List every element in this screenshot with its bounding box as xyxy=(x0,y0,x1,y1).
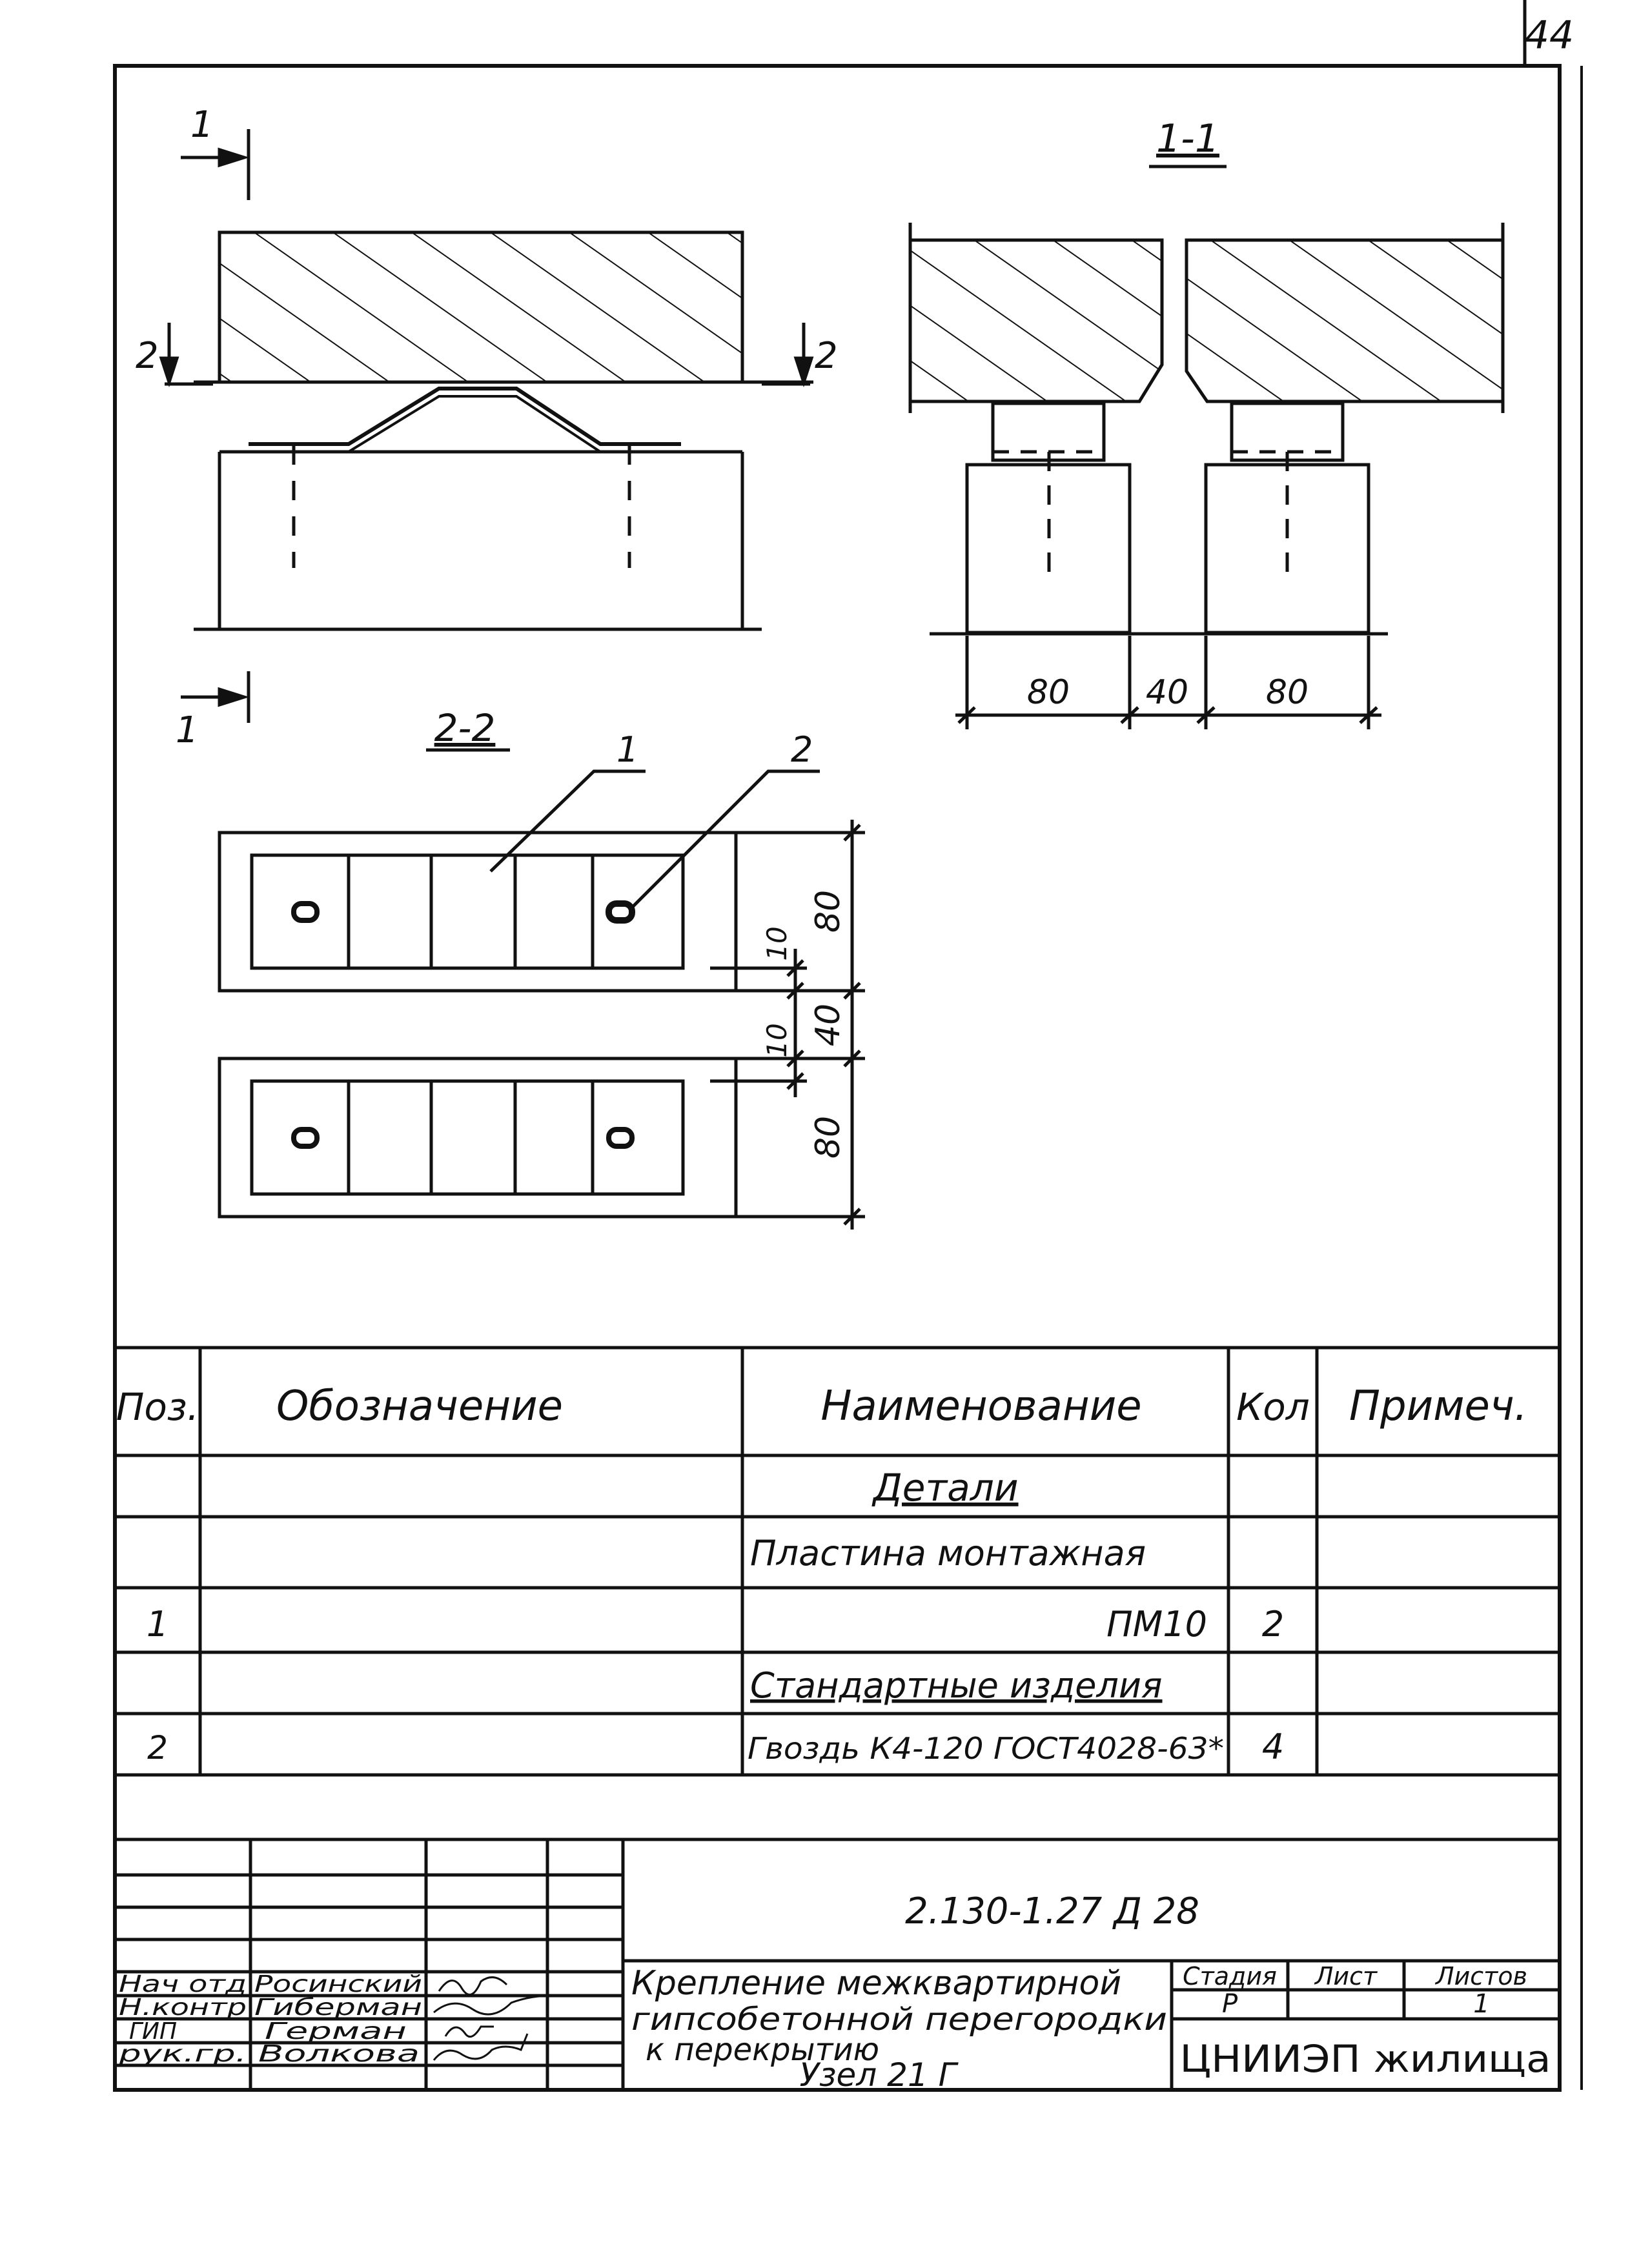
section-2-2-label: 2-2 xyxy=(434,706,496,750)
nail-hole-upper-left xyxy=(294,904,317,920)
leader-label-2: 2 xyxy=(791,729,813,770)
dim-80-left: 80 xyxy=(1026,673,1070,712)
signature-rows xyxy=(117,1971,422,2067)
sheet-label: Лист xyxy=(1314,1962,1378,1990)
sign-role-2: Н.контр xyxy=(119,1994,247,2021)
header-qty: Кол xyxy=(1236,1385,1310,1429)
document-code: 2.130-1.27 Д 28 xyxy=(905,1890,1199,1932)
header-designation: Обозначение xyxy=(276,1382,564,1430)
sign-name-3: Герман xyxy=(265,2018,407,2045)
cut-label-2-right: 2 xyxy=(815,335,838,377)
stage-value: Р xyxy=(1221,1989,1238,2019)
row-qty-pm10: 2 xyxy=(1261,1604,1285,1645)
header-pos: Поз. xyxy=(116,1385,199,1429)
sheet-number: 44 xyxy=(1524,13,1574,58)
slab-left-hatched xyxy=(910,240,1162,401)
row-name-pm10: ПМ10 xyxy=(1106,1604,1207,1645)
sign-role-1: Нач отд xyxy=(119,1971,247,1998)
row-name-standard-items: Стандартные изделия xyxy=(750,1665,1163,1706)
leader-label-1: 1 xyxy=(616,729,639,770)
sign-name-2: Гиберман xyxy=(254,1994,422,2021)
title-line-1: Крепление межквартирной xyxy=(631,1964,1122,2003)
dim-40: 40 xyxy=(1145,673,1189,712)
floor-slab-hatched xyxy=(219,232,742,382)
sheets-label: Листов xyxy=(1436,1962,1527,1990)
title-line-2: гипсобетонной перегородки xyxy=(631,2001,1167,2038)
title-line-4: Узел 21 Г xyxy=(799,2056,957,2094)
row-pos-2: 2 xyxy=(147,1729,168,1767)
row-name-details: Детали xyxy=(873,1466,1019,1510)
sign-role-3: ГИП xyxy=(129,2018,178,2045)
header-note: Примеч. xyxy=(1349,1382,1528,1430)
cut-label-1-top: 1 xyxy=(190,104,214,146)
row-pos-1: 1 xyxy=(146,1604,169,1645)
spec-table-rows xyxy=(147,1466,1284,1767)
cut-label-1-bottom: 1 xyxy=(176,709,199,751)
row-qty-nail: 4 xyxy=(1261,1726,1285,1767)
section-1-1 xyxy=(910,167,1503,729)
cut-label-2-left: 2 xyxy=(136,335,159,377)
section-1-1-label: 1-1 xyxy=(1156,116,1219,161)
plan-view xyxy=(161,129,813,723)
sign-name-4: Волкова xyxy=(258,2041,420,2067)
nail-hole-upper-right xyxy=(609,904,632,920)
sign-name-1: Росинский xyxy=(254,1971,422,1998)
vdim-80-bottom: 80 xyxy=(809,1115,848,1159)
nail-hole-lower-right xyxy=(609,1129,632,1146)
row-name-nail: Гвоздь К4-120 ГОСТ4028-63* xyxy=(748,1731,1224,1766)
sign-role-4: рук.гр. xyxy=(117,2041,247,2067)
stage-label: Стадия xyxy=(1183,1962,1277,1990)
header-name: Наименование xyxy=(820,1382,1142,1430)
title-line-3: к перекрытию xyxy=(646,2032,880,2068)
section-2-2 xyxy=(219,750,865,1230)
leader-2 xyxy=(629,771,820,910)
signature-3 xyxy=(445,2027,494,2037)
signature-4 xyxy=(434,2034,527,2060)
dim-80-right: 80 xyxy=(1265,673,1309,712)
vdim-80-top: 80 xyxy=(809,889,848,933)
drawing-title xyxy=(631,1964,1167,2094)
sheets-value: 1 xyxy=(1473,1989,1490,2019)
organization: ЦНИИЭП жилища xyxy=(1179,2037,1551,2081)
vdim-10-bottom: 10 xyxy=(761,1023,793,1058)
vdim-40: 40 xyxy=(809,1003,848,1047)
nail-hole-lower-left xyxy=(294,1129,317,1146)
slab-right-hatched xyxy=(1187,240,1503,401)
row-name-mounting-plate: Пластина монтажная xyxy=(750,1533,1146,1574)
signature-1 xyxy=(439,1978,507,1995)
vdim-10-top: 10 xyxy=(761,926,793,961)
